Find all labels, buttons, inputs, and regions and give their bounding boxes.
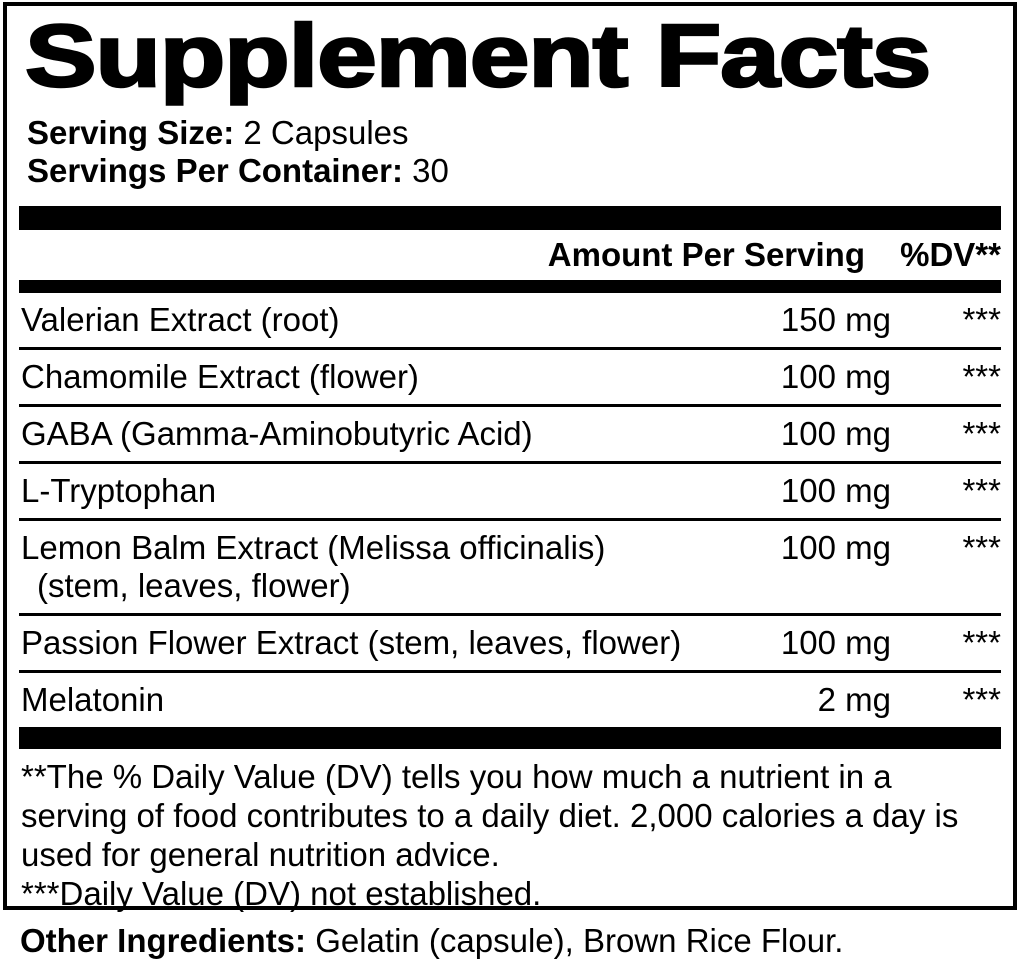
serving-size-label: Serving Size: [27, 114, 235, 151]
other-ingredients-label: Other Ingredients: [20, 922, 307, 959]
separator-bar-bottom [19, 727, 1001, 749]
ingredient-name: Passion Flower Extract (stem, leaves, flower) [21, 624, 682, 661]
footnotes [19, 749, 1001, 913]
ingredient-dv: *** [962, 301, 1001, 338]
ingredient-name: Melatonin [21, 681, 165, 718]
panel-title: Supplement Facts [25, 6, 931, 105]
serving-info [27, 114, 1001, 190]
separator-bar-header [19, 280, 1001, 293]
ingredient-dv: *** [962, 415, 1001, 452]
panel-title-wrap [19, 6, 1001, 105]
ingredient-name: L-Tryptophan [21, 472, 217, 509]
ingredient-row [19, 673, 1001, 727]
ingredient-dv: *** [962, 624, 1001, 661]
ingredient-row [19, 464, 1001, 518]
ingredient-name: Chamomile Extract (flower) [21, 358, 419, 395]
ingredient-name: GABA (Gamma-Aminobutyric Acid) [21, 415, 533, 452]
ingredient-row [19, 521, 1001, 613]
supplement-facts-panel [3, 2, 1017, 910]
serving-size-value: 2 Capsules [243, 114, 409, 151]
servings-per-container-label: Servings Per Container: [27, 152, 403, 189]
ingredient-dv: *** [962, 358, 1001, 395]
footnote-daily-value: **The % Daily Value (DV) tells you how much a nutrient in a serving of food contributes to a daily diet. 2,000 calories a day is used for general nutrition advice. [21, 758, 959, 873]
table-header-row [19, 230, 1001, 280]
ingredient-amount: 150 mg [780, 301, 891, 338]
ingredient-dv: *** [962, 681, 1001, 718]
ingredient-amount: 100 mg [780, 624, 891, 661]
ingredient-name: Valerian Extract (root) [21, 301, 340, 338]
ingredient-table [19, 293, 1001, 727]
ingredient-amount: 100 mg [780, 415, 891, 452]
ingredient-row [19, 293, 1001, 347]
separator-bar-top [19, 206, 1001, 230]
servings-per-container-line [27, 152, 1001, 190]
header-amount-per-serving: Amount Per Serving [547, 236, 865, 273]
servings-per-container-value: 30 [412, 152, 449, 189]
ingredient-amount: 100 mg [780, 529, 891, 566]
serving-size-line [27, 114, 1001, 152]
ingredient-amount: 100 mg [780, 472, 891, 509]
ingredient-name-subline: (stem, leaves, flower) [37, 567, 351, 604]
other-ingredients-line [20, 922, 843, 960]
ingredient-row [19, 407, 1001, 461]
ingredient-row [19, 350, 1001, 404]
ingredient-row [19, 616, 1001, 670]
other-ingredients-value: Gelatin (capsule), Brown Rice Flour. [315, 922, 844, 959]
ingredient-amount: 2 mg [817, 681, 891, 718]
ingredient-dv: *** [962, 529, 1001, 566]
ingredient-dv: *** [962, 472, 1001, 509]
ingredient-name: Lemon Balm Extract (Melissa officinalis) (stem, leaves, flower) [19, 529, 741, 605]
header-percent-dv: %DV** [900, 236, 1001, 273]
footnote-dv-not-established: ***Daily Value (DV) not established. [21, 875, 542, 912]
ingredient-amount: 100 mg [780, 358, 891, 395]
